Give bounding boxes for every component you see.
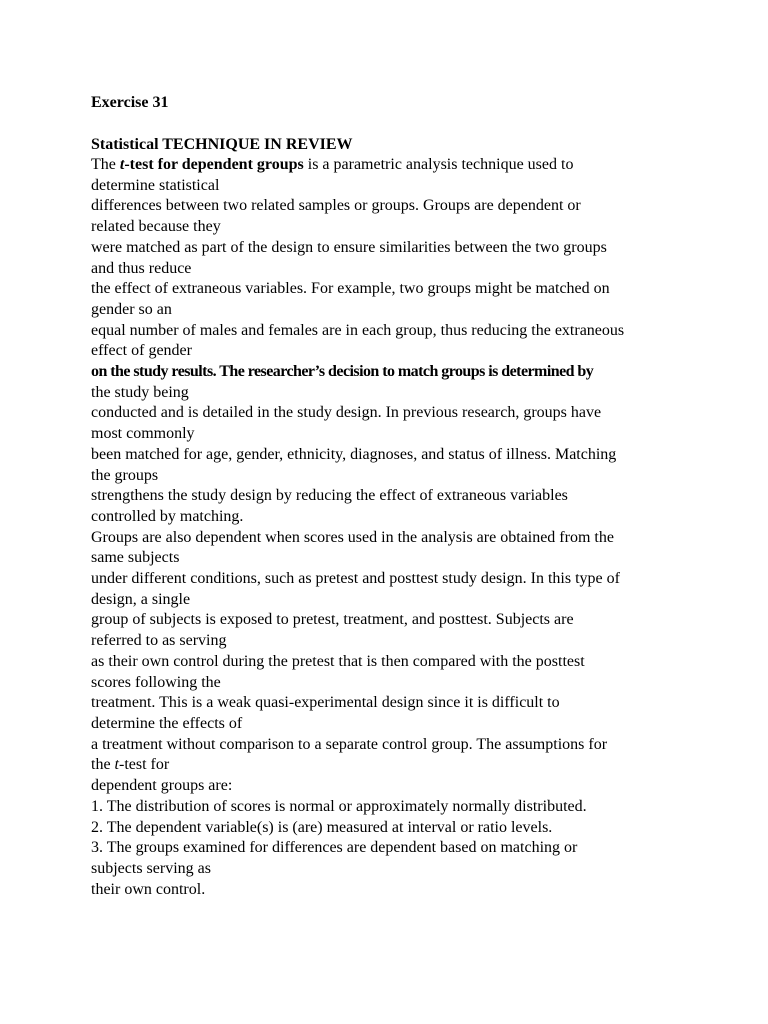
text-line: scores following the bbox=[91, 673, 221, 691]
text-line: strengthens the study design by reducing the effect of extraneous variables bbox=[91, 487, 568, 505]
text-line: design, a single bbox=[91, 590, 191, 608]
text-line: dependent groups are: bbox=[91, 777, 233, 795]
text-line: the groups bbox=[91, 466, 159, 484]
text-line: group of subjects is exposed to pretest, treatment, and posttest. Subjects are bbox=[91, 611, 574, 629]
text-line: the effect of extraneous variables. For example, two groups might be matched on bbox=[91, 280, 610, 298]
text-line: differences between two related samples or groups. Groups are dependent or bbox=[91, 197, 581, 215]
text-line: referred to as serving bbox=[91, 632, 227, 650]
text-line: effect of gender bbox=[91, 342, 192, 360]
document-page bbox=[91, 91, 691, 900]
text-line: most commonly bbox=[91, 425, 195, 443]
body-text bbox=[91, 155, 691, 900]
text-line: treatment. This is a weak quasi-experimental design since it is difficult to bbox=[91, 694, 560, 712]
text-line: Groups are also dependent when scores used in the analysis are obtained from the bbox=[91, 528, 614, 546]
text-line: gender so an bbox=[91, 300, 172, 318]
text-line: the study being bbox=[91, 383, 189, 401]
text-line: subjects serving as bbox=[91, 859, 211, 877]
text-line: determine the effects of bbox=[91, 714, 243, 732]
text-line: as their own control during the pretest that is then compared with the posttest bbox=[91, 652, 585, 670]
text-line: and thus reduce bbox=[91, 259, 192, 277]
text-line: equal number of males and females are in each group, thus reducing the extraneous bbox=[91, 321, 625, 339]
text-line: under different conditions, such as pretest and posttest study design. In this type of bbox=[91, 570, 620, 588]
list-item: 1. The distribution of scores is normal or approximately normally distributed. bbox=[91, 797, 587, 815]
text-line: determine statistical bbox=[91, 176, 220, 194]
text-line: The t-test for dependent groups is a parametric analysis technique used to bbox=[91, 156, 574, 173]
text-line: same subjects bbox=[91, 549, 180, 567]
text-line: controlled by matching. bbox=[91, 507, 244, 525]
text-line: a treatment without comparison to a separate control group. The assumptions for bbox=[91, 735, 608, 753]
exercise-title: Exercise 31 bbox=[91, 94, 169, 111]
text-line: been matched for age, gender, ethnicity, diagnoses, and status of illness. Matching bbox=[91, 445, 617, 463]
list-item: 3. The groups examined for differences are dependent based on matching or bbox=[91, 839, 578, 857]
section-heading: Statistical TECHNIQUE IN REVIEW bbox=[91, 136, 353, 153]
text-line: conducted and is detailed in the study design. In previous research, groups have bbox=[91, 404, 602, 422]
text-line-bold: on the study results. The researcher’s decision to match groups is determined by bbox=[91, 363, 594, 381]
text-line: the t-test for bbox=[91, 756, 170, 774]
text-line: related because they bbox=[91, 218, 221, 236]
list-item: 2. The dependent variable(s) is (are) measured at interval or ratio levels. bbox=[91, 818, 553, 836]
text-line: were matched as part of the design to ensure similarities between the two groups bbox=[91, 238, 607, 256]
text-line: their own control. bbox=[91, 880, 206, 898]
title-spacer bbox=[91, 114, 691, 135]
